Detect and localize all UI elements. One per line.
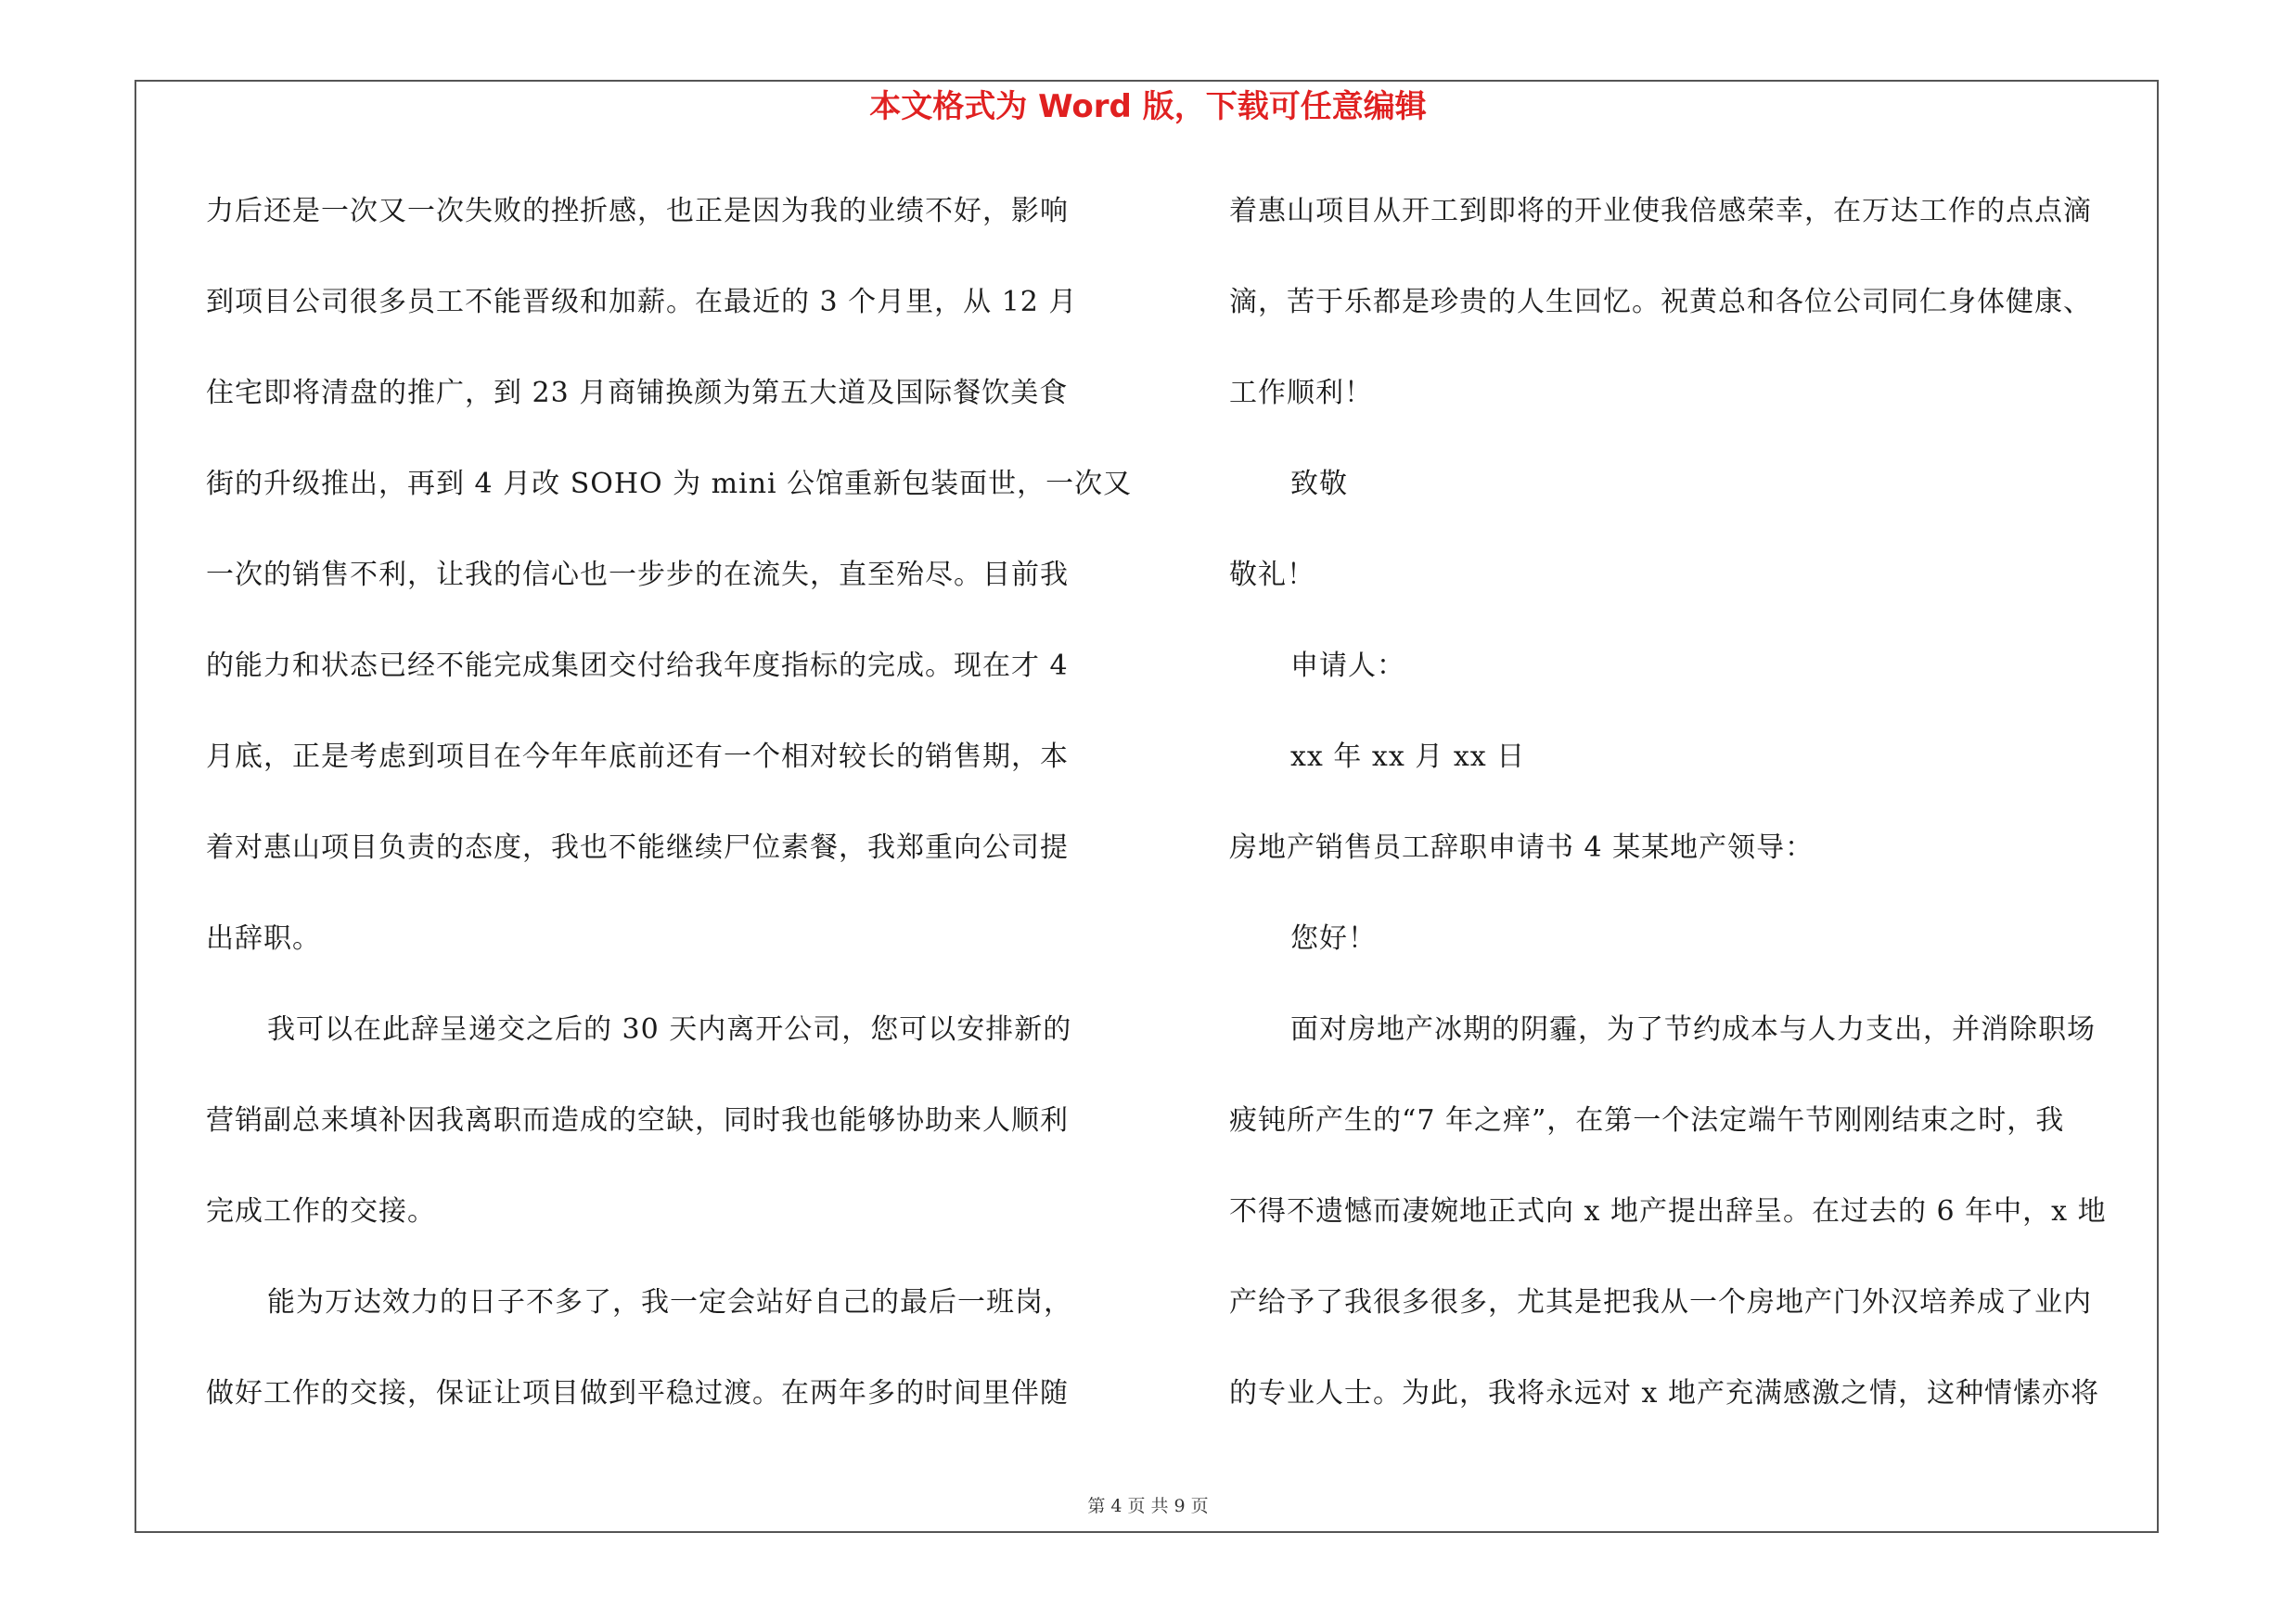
text-line: xx 年 xx 月 xx 日 [1290, 741, 1526, 773]
text-line: 滴，苦于乐都是珍贵的人生回忆。祝黄总和各位公司同仁身体健康、 [1229, 286, 2092, 318]
text-line: 做好工作的交接，保证让项目做到平稳过渡。在两年多的时间里伴随 [206, 1377, 1069, 1410]
text-line: 不得不遗憾而凄婉地正式向 x 地产提出辞呈。在过去的 6 年中，x 地 [1229, 1195, 2107, 1228]
text-line: 敬礼！ [1229, 559, 1315, 591]
page-number-footer: 第 4 页 共 9 页 [1087, 1496, 1209, 1516]
text-line: 产给予了我很多很多，尤其是把我从一个房地产门外汉培养成了业内 [1229, 1286, 2092, 1319]
text-line: 住宅即将清盘的推广，到 23 月商铺换颜为第五大道及国际餐饮美食 [206, 377, 1069, 409]
text-line: 疲钝所产生的“7 年之痒”，在第一个法定端午节刚刚结束之时，我 [1229, 1104, 2065, 1137]
text-line: 街的升级推出，再到 4 月改 SOHO 为 mini 公馆重新包装面世，一次又 [206, 468, 1133, 500]
text-line: 月底，正是考虑到项目在今年年底前还有一个相对较长的销售期，本 [206, 741, 1069, 773]
text-line: 申请人： [1290, 650, 1405, 682]
text-line: 着对惠山项目负责的态度，我也不能继续尸位素餐，我郑重向公司提 [206, 831, 1069, 864]
text-line: 工作顺利！ [1229, 377, 1373, 409]
text-line: 力后还是一次又一次失败的挫折感，也正是因为我的业绩不好，影响 [206, 195, 1069, 227]
text-line: 的能力和状态已经不能完成集团交付给我年度指标的完成。现在才 4 [206, 650, 1069, 682]
text-line: 着惠山项目从开工到即将的开业使我倍感荣幸，在万达工作的点点滴 [1229, 195, 2092, 227]
text-line: 完成工作的交接。 [206, 1195, 436, 1228]
text-line: 我可以在此辞呈递交之后的 30 天内离开公司，您可以安排新的 [267, 1013, 1072, 1046]
right-text-column [1229, 186, 2157, 1459]
text-line: 致敬 [1290, 468, 1348, 500]
text-line: 面对房地产冰期的阴霾，为了节约成本与人力支出，并消除职场 [1290, 1013, 2096, 1046]
text-line: 房地产销售员工辞职申请书 4 某某地产领导： [1229, 831, 1815, 864]
text-line: 到项目公司很多员工不能晋级和加薪。在最近的 3 个月里，从 12 月 [206, 286, 1078, 318]
left-text-column [206, 186, 1134, 1459]
text-line: 营销副总来填补因我离职而造成的空缺，同时我也能够协助来人顺利 [206, 1104, 1069, 1137]
text-line: 您好！ [1290, 922, 1377, 955]
text-line: 能为万达效力的日子不多了，我一定会站好自己的最后一班岗， [267, 1286, 1072, 1319]
text-line: 一次的销售不利，让我的信心也一步步的在流失，直至殆尽。目前我 [206, 559, 1069, 591]
text-line: 的专业人士。为此，我将永远对 x 地产充满感激之情，这种情愫亦将 [1229, 1377, 2099, 1410]
format-banner: 本文格式为 Word 版，下载可任意编辑 [869, 88, 1427, 125]
text-line: 出辞职。 [206, 922, 321, 955]
